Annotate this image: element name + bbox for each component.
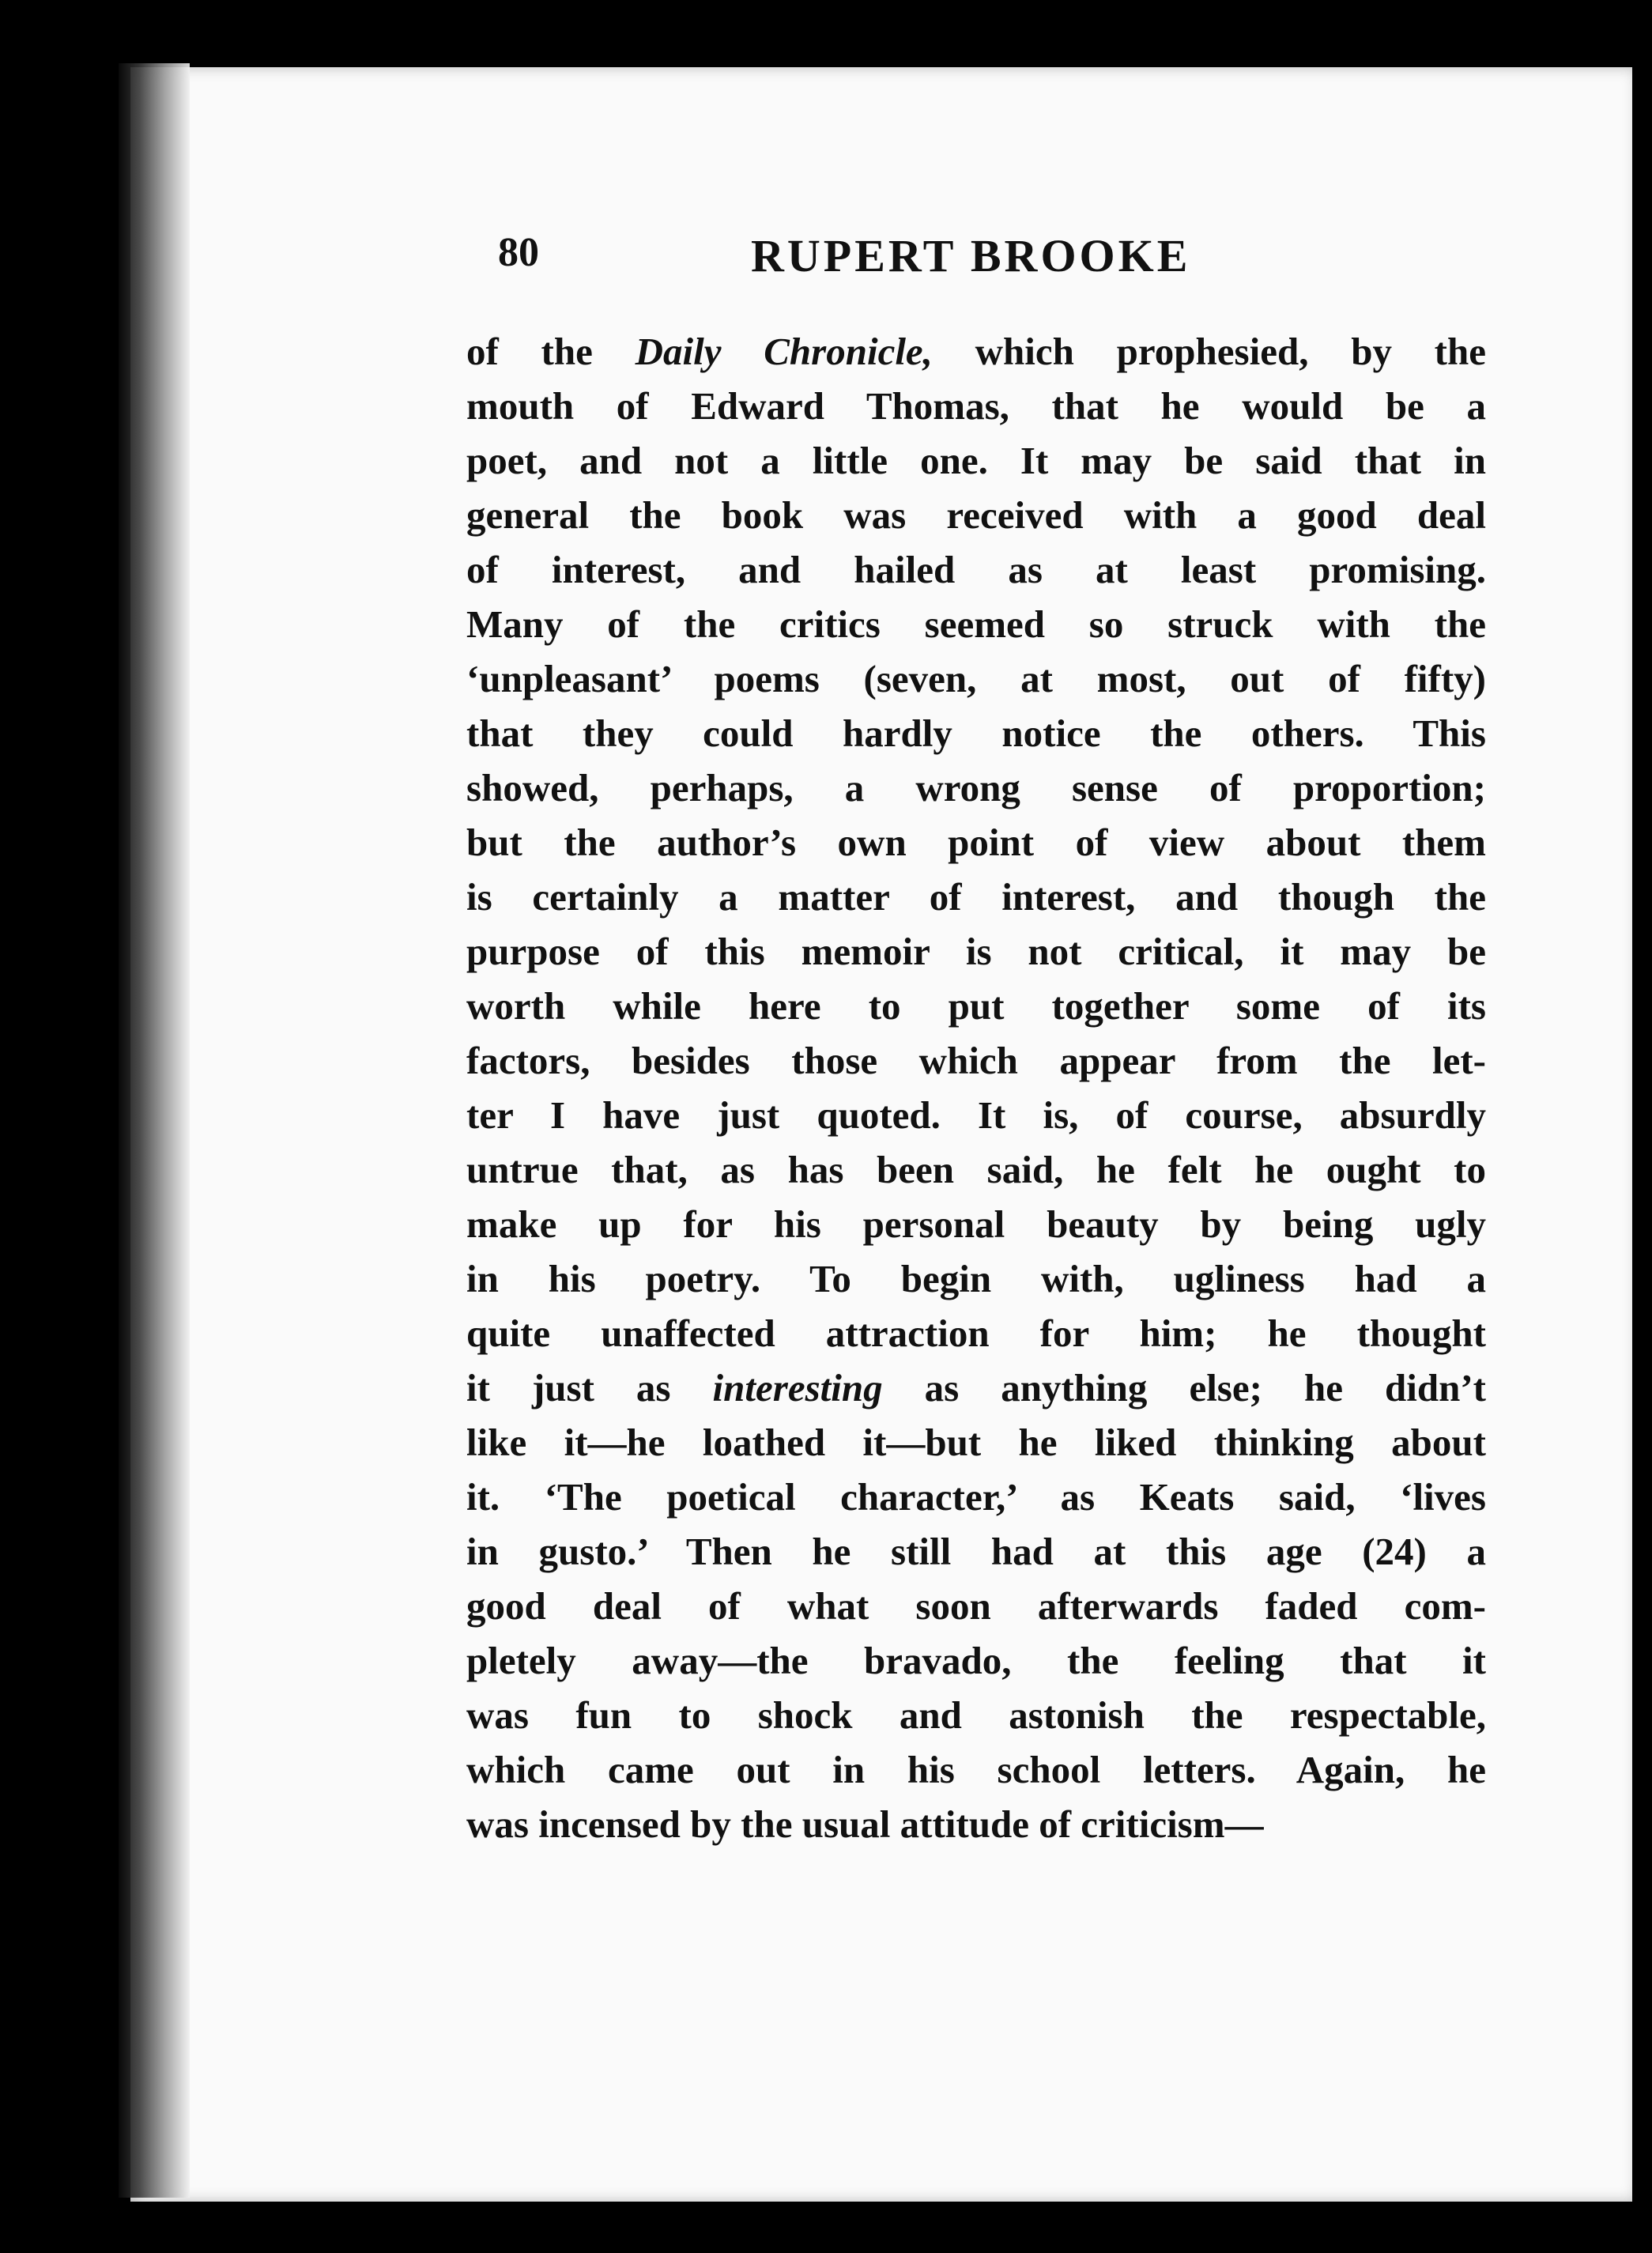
- text-line: [466, 1142, 1486, 1197]
- text-line: [466, 1360, 1486, 1415]
- text-run: of the: [466, 330, 636, 373]
- body-paragraph: [466, 324, 1486, 1851]
- text-line: [466, 1579, 1486, 1633]
- text-run: showed, perhaps, a wrong sense of proportion;: [466, 766, 1486, 809]
- text-run: is certainly a matter of interest, and though the: [466, 875, 1486, 919]
- text-run: ‘unpleasant’ poems (seven, at most, out of fifty): [466, 657, 1486, 700]
- scan-border: [1632, 67, 1652, 2202]
- running-header: [498, 229, 1233, 292]
- text-line: [466, 924, 1486, 979]
- text-run: which prophesied, by the: [932, 330, 1486, 373]
- text-line: [466, 1797, 1486, 1851]
- text-line: [466, 1524, 1486, 1579]
- running-title: RUPERT BROOKE: [751, 230, 1191, 281]
- text-run: factors, besides those which appear from the let-: [466, 1039, 1486, 1082]
- text-run: as anything else; he didn’t: [882, 1366, 1486, 1410]
- text-line: [466, 379, 1486, 433]
- text-run: Many of the critics seemed so struck with the: [466, 602, 1486, 646]
- text-run: untrue that, as has been said, he felt he ought to: [466, 1148, 1486, 1191]
- text-run: was incensed by the usual attitude of criticism—: [466, 1802, 1264, 1846]
- text-run: purpose of this memoir is not critical, it may be: [466, 930, 1486, 973]
- text-run: but the author’s own point of view about them: [466, 821, 1486, 864]
- text-run: good deal of what soon afterwards faded com-: [466, 1584, 1486, 1628]
- text-run: ter I have just quoted. It is, of course, absurdly: [466, 1093, 1486, 1137]
- text-line: [466, 433, 1486, 488]
- book-spine-shadow: [119, 63, 190, 2198]
- text-run: quite unaffected attraction for him; he thought: [466, 1311, 1486, 1355]
- text-run: in his poetry. To begin with, ugliness had a: [466, 1257, 1486, 1300]
- text-line: [466, 1197, 1486, 1251]
- text-line: [466, 597, 1486, 651]
- text-run: that they could hardly notice the others. This: [466, 711, 1486, 755]
- text-run: which came out in his school letters. Again, he: [466, 1748, 1486, 1791]
- text-run: it just as: [466, 1366, 713, 1410]
- text-line: [466, 1306, 1486, 1360]
- text-run: was fun to shock and astonish the respectable,: [466, 1693, 1486, 1737]
- text-line: [466, 1415, 1486, 1470]
- text-line: [466, 324, 1486, 379]
- text-line: [466, 870, 1486, 924]
- text-run: worth while here to put together some of its: [466, 984, 1486, 1028]
- text-line: [466, 1251, 1486, 1306]
- text-line: [466, 1742, 1486, 1797]
- text-run: pletely away—the bravado, the feeling that it: [466, 1639, 1486, 1682]
- text-line: [466, 1033, 1486, 1088]
- text-line: [466, 1470, 1486, 1524]
- text-line: [466, 1088, 1486, 1142]
- text-run: general the book was received with a good deal: [466, 493, 1486, 537]
- text-line: [466, 706, 1486, 760]
- text-line: [466, 651, 1486, 706]
- text-run: like it—he loathed it—but he liked thinking about: [466, 1421, 1486, 1464]
- italic-text-run: interesting: [712, 1366, 883, 1410]
- text-line: [466, 1688, 1486, 1742]
- text-line: [466, 542, 1486, 597]
- text-run: in gusto.’ Then he still had at this age (24) a: [466, 1530, 1486, 1573]
- text-run: of interest, and hailed as at least promising.: [466, 548, 1486, 591]
- text-run: make up for his personal beauty by being ugly: [466, 1202, 1486, 1246]
- text-line: [466, 815, 1486, 870]
- text-line: [466, 760, 1486, 815]
- text-run: mouth of Edward Thomas, that he would be a: [466, 384, 1486, 428]
- text-run: poet, and not a little one. It may be said that in: [466, 439, 1486, 482]
- text-line: [466, 488, 1486, 542]
- text-line: [466, 979, 1486, 1033]
- text-line: [466, 1633, 1486, 1688]
- page-number: 80: [498, 230, 539, 275]
- text-run: it. ‘The poetical character,’ as Keats said, ‘lives: [466, 1475, 1486, 1519]
- italic-text-run: Daily Chronicle,: [635, 330, 933, 373]
